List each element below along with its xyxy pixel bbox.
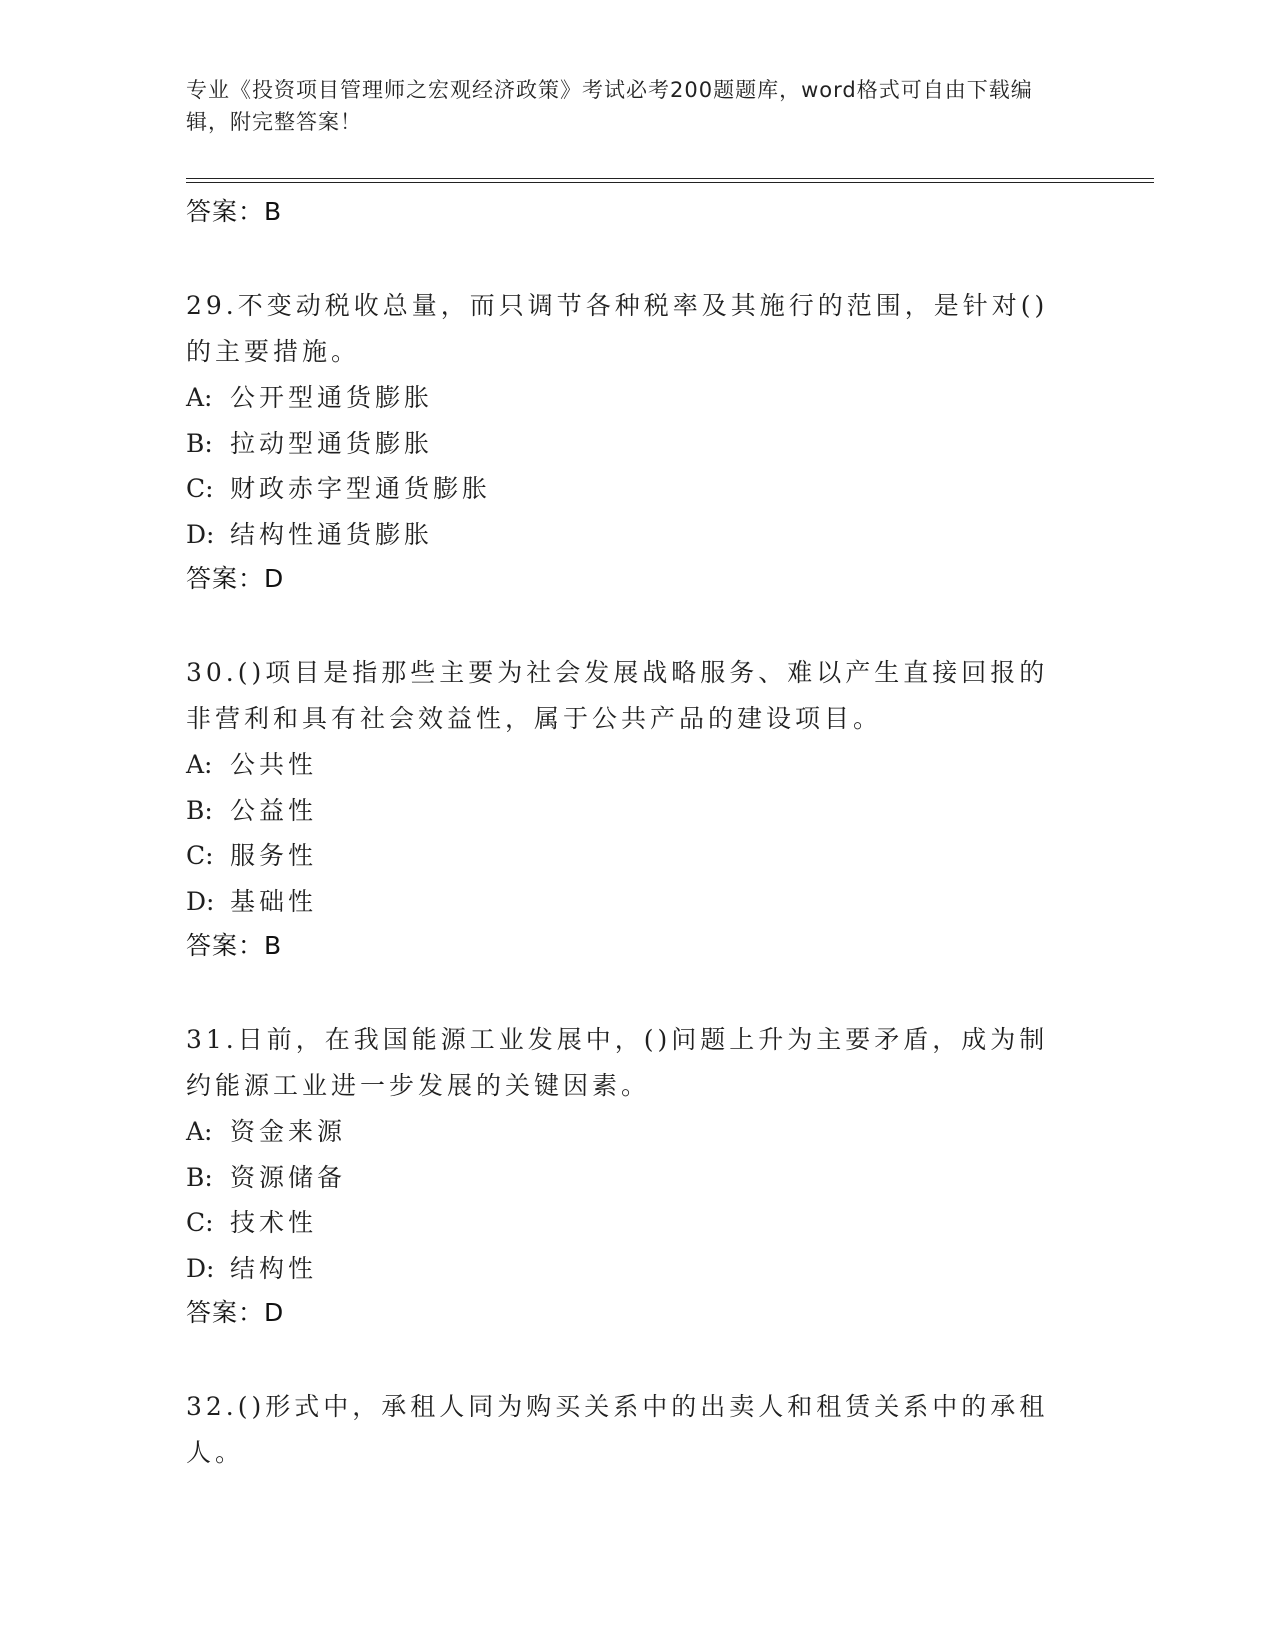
option-c	[186, 466, 1086, 512]
header-rule-bottom	[186, 182, 1154, 183]
spacer	[186, 234, 1086, 283]
option-letter: A:	[186, 1117, 213, 1146]
option-letter: C:	[186, 474, 214, 503]
option-text: 结构性通货膨胀	[230, 519, 434, 549]
question-block	[186, 650, 1086, 968]
option-letter: B:	[186, 428, 213, 458]
option-letter: C:	[186, 1208, 214, 1237]
document-header: 专业《投资项目管理师之宏观经济政策》考试必考200题题库，word格式可自由下载编辑，附完整答案！	[186, 78, 1033, 134]
answer-line: 答案：D	[186, 1298, 285, 1327]
option-letter: C:	[186, 841, 214, 870]
option-letter: D:	[186, 519, 215, 549]
question-stem: 31.日前，在我国能源工业发展中，()问题上升为主要矛盾，成为制约能源工业进一步发展的关键因素。	[186, 1025, 1049, 1100]
option-d	[186, 512, 1086, 558]
question-block	[186, 1384, 1086, 1476]
option-letter: B:	[186, 1162, 213, 1192]
option-letter: A:	[186, 750, 213, 779]
option-a	[186, 742, 1086, 788]
spacer	[186, 1335, 1086, 1384]
option-text: 公共性	[230, 750, 318, 779]
question-list	[186, 190, 1086, 1476]
question-stem: 29.不变动税收总量，而只调节各种税率及其施行的范围，是针对()的主要措施。	[186, 291, 1049, 366]
answer-line: 答案：B	[186, 931, 283, 960]
header-rule-top	[186, 178, 1154, 179]
question-block	[186, 283, 1086, 601]
option-letter: B:	[186, 795, 213, 825]
spacer	[186, 968, 1086, 1017]
option-c	[186, 833, 1086, 879]
answer-line: 答案：B	[186, 197, 283, 226]
option-letter: D:	[186, 886, 215, 916]
option-b	[186, 788, 1086, 834]
option-a	[186, 375, 1086, 421]
option-b	[186, 1155, 1086, 1201]
option-text: 结构性	[230, 1253, 318, 1283]
option-text: 技术性	[230, 1208, 318, 1237]
spacer	[186, 601, 1086, 650]
option-a	[186, 1109, 1086, 1155]
option-text: 财政赤字型通货膨胀	[230, 474, 492, 503]
option-text: 拉动型通货膨胀	[230, 428, 434, 458]
option-text: 资源储备	[230, 1162, 347, 1192]
option-text: 公开型通货膨胀	[230, 383, 434, 412]
option-text: 公益性	[230, 795, 318, 825]
question-block	[186, 1017, 1086, 1335]
question-stem: 32.()形式中，承租人同为购买关系中的出卖人和租赁关系中的承租人。	[186, 1392, 1049, 1467]
option-letter: A:	[186, 383, 213, 412]
option-text: 基础性	[230, 886, 318, 916]
option-d	[186, 1246, 1086, 1292]
option-text: 服务性	[230, 841, 318, 870]
answer-line: 答案：D	[186, 564, 285, 593]
option-text: 资金来源	[230, 1117, 347, 1146]
option-d	[186, 879, 1086, 925]
option-c	[186, 1200, 1086, 1246]
option-letter: D:	[186, 1253, 215, 1283]
option-b	[186, 421, 1086, 467]
question-stem: 30.()项目是指那些主要为社会发展战略服务、难以产生直接回报的非营利和具有社会效益性，属于公共产品的建设项目。	[186, 658, 1049, 733]
